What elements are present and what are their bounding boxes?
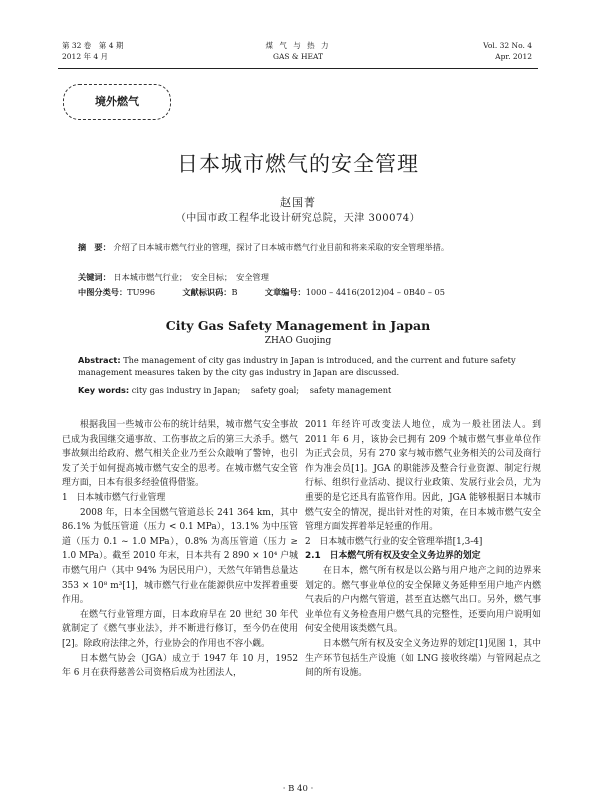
- author-cn: 赵国菁: [280, 196, 316, 209]
- paragraph: 日本燃气所有权及安全义务边界的划定[1]见图 1，其中生产环节包括生产设施（如 LNG 接收终端）与管网起点之间的所有设施。: [305, 638, 541, 679]
- journal-name-en: GAS & HEAT: [272, 52, 323, 61]
- page-number: · B 40 ·: [282, 784, 314, 794]
- keywords-cn-label: 关键词：: [78, 272, 111, 282]
- body-column-right: [305, 418, 541, 681]
- paragraph: 日本燃气协会（JGA）成立于 1947 年 10 月，1952 年 6 月在获得慈善公司资格后成为社团法人，: [62, 653, 298, 679]
- abstract-cn-text: 介绍了日本城市燃气行业的管理，探讨了日本城市燃气行业目前和将来采取的安全管理举措。: [113, 242, 450, 252]
- article-title-cn: 日本城市燃气的安全管理: [177, 152, 419, 176]
- doc-code-value: B: [231, 287, 238, 297]
- header-rule: [58, 68, 538, 69]
- article-no-value: 1000 – 4416(2012)04 – 0B40 – 05: [305, 287, 445, 297]
- clc-label: 中图分类号：: [78, 287, 128, 297]
- journal-name-cn: 煤 气 与 热 力: [265, 41, 331, 50]
- keywords-en-text: city gas industry in Japan; safety goal; safety management: [131, 385, 392, 395]
- journal-issue-info-en: [483, 40, 532, 62]
- paragraph: 在燃气行业管理方面，日本政府早在 20 世纪 30 年代就制定了《燃气事业法》，并不断进行修订，至今仍在使用[2]。除政府法律之外，行业协会的作用也不容小觑。: [62, 609, 298, 649]
- paragraph-continued: 2011 年经许可改变法人地位，成为一般社团法人。到 2011 年 6 月，该协会已拥有 209 个城市燃气事业单位作为正式会员，另有 270 家与城市燃气业务相关的公司及商行作为准会员[1]。JGA 的职能涉及整合行业资源、制定行规行标、组织行业活动、提议行业政策、发展行业会员，尤为重要的是它还具有监管作用。因此，JGA 能够根据日本城市燃气安全的情况，提出针对性的对策，在日本城市燃气安全管理方面发挥着举足轻重的作用。: [305, 420, 541, 533]
- issue-date: 2012 年 4 月: [62, 52, 109, 61]
- abstract-en-label: Abstract:: [78, 355, 121, 365]
- classification-line: [78, 286, 538, 298]
- body-column-left: [62, 418, 298, 681]
- paragraph: 在日本，燃气所有权是以公路与用户地产之间的边界来划定的。燃气事业单位的安全保障义务延伸至用户地产内燃气表后的户内燃气管道，甚至直达燃气出口。另外，燃气事业单位有义务检查用户燃气具的完整性，还要向用户说明如何安全使用该类燃气具。: [305, 565, 541, 635]
- keywords-cn: [78, 271, 538, 283]
- article-title-en: City Gas Safety Management in Japan: [165, 318, 431, 333]
- paragraph: 根据我国一些城市公布的统计结果，城市燃气安全事故已成为我国继交通事故、工伤事故之后的第三大杀手。燃气事故频出给政府、燃气相关企业乃至公众敲响了警钟，也引发了关于如何提高城市燃气安全的思考。在城市燃气安全管理方面，日本有很多经验值得借鉴。: [62, 420, 298, 489]
- keywords-en: [78, 384, 538, 396]
- section-heading-2: 2 日本城市燃气行业的安全管理举措[1,3-4]: [305, 536, 483, 547]
- clc-value: TU996: [127, 287, 156, 297]
- volume-issue: 第 32 卷 第 4 期: [62, 41, 124, 50]
- volume-issue-en: Vol. 32 No. 4: [483, 41, 532, 50]
- paragraph: 2008 年，日本全国燃气管道总长 241 364 km，其中 86.1% 为低压管道（压力 < 0.1 MPa），13.1% 为中压管道（压力 0.1 ~ 1.0 MPa），0.8% 为高压管道（压力 ≥ 1.0 MPa）。截至 2010 年末，日本共有 2 890 × 10⁴ 户城市燃气用户（其中 94% 为居民用户），天然气年销售总量达 353 × 10⁸ m³[1]，城市燃气行业在能源供应中发挥着重要作用。: [62, 507, 298, 606]
- keywords-en-label: Key words:: [78, 385, 130, 395]
- subsection-heading-2-1: 2.1 日本燃气所有权及安全义务边界的划定: [305, 551, 481, 562]
- abstract-cn: [78, 241, 538, 253]
- abstract-cn-label: 摘 要：: [78, 242, 111, 252]
- section-heading-1: 1 日本城市燃气行业管理: [62, 492, 166, 503]
- section-label: 境外燃气: [95, 95, 139, 108]
- affiliation-cn: （中国市政工程华北设计研究总院，天津 300074）: [175, 213, 421, 224]
- keywords-cn-text: 日本城市燃气行业； 安全目标； 安全管理: [113, 272, 269, 282]
- issue-date-en: Apr. 2012: [495, 52, 532, 61]
- abstract-en-text: The management of city gas industry in Japan is introduced, and the current and future safety management measures taken by the city gas industry in Japan are discussed.: [78, 355, 516, 377]
- author-en: ZHAO Guojing: [264, 336, 332, 346]
- article-no-label: 文章编号：: [264, 287, 306, 297]
- doc-code-label: 文献标识码：: [182, 287, 232, 297]
- abstract-en: [78, 354, 538, 378]
